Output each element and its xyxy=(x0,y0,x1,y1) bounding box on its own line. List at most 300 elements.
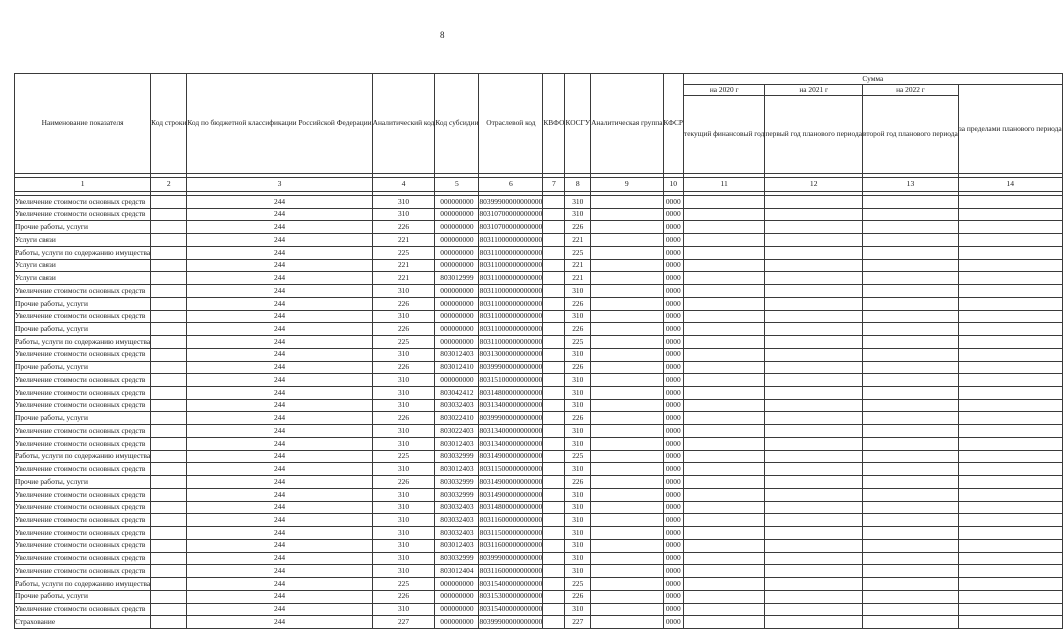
row-name: Прочие работы, услуги xyxy=(15,297,151,310)
row-kvfo xyxy=(543,297,565,310)
row-kvfo xyxy=(543,399,565,412)
row-kod-stroki xyxy=(151,361,187,374)
table-row xyxy=(15,552,1063,565)
row-kvfo xyxy=(543,208,565,221)
row-kosgu: 310 xyxy=(565,539,591,552)
table-row xyxy=(15,361,1063,374)
row-sum-beyond xyxy=(958,425,1062,438)
row-kvfo xyxy=(543,425,565,438)
row-otraslevoy-kod: 80315400000000000 xyxy=(479,578,543,591)
row-analit-kod: 310 xyxy=(372,552,435,565)
col-header-kvfo: КВФО xyxy=(543,74,565,174)
row-sum-beyond xyxy=(958,514,1062,527)
row-name: Работы, услуги по содержанию имущества xyxy=(15,246,151,259)
row-name: Работы, услуги по содержанию имущества xyxy=(15,336,151,349)
row-analit-kod: 310 xyxy=(372,425,435,438)
row-name: Увеличение стоимости основных средств xyxy=(15,348,151,361)
row-analit-kod: 310 xyxy=(372,603,435,616)
row-analit-kod: 226 xyxy=(372,221,435,234)
row-kod-subsidii: 803032403 xyxy=(435,527,479,540)
row-sum-2022 xyxy=(863,208,959,221)
row-kfsr: 0000 xyxy=(663,527,683,540)
row-sum-2022 xyxy=(863,450,959,463)
row-sum-2021 xyxy=(765,539,863,552)
row-sum-beyond xyxy=(958,336,1062,349)
row-name: Увеличение стоимости основных средств xyxy=(15,552,151,565)
row-sum-2022 xyxy=(863,196,959,209)
row-sum-2021 xyxy=(765,412,863,425)
row-kosgu: 221 xyxy=(565,234,591,247)
row-kfsr: 0000 xyxy=(663,514,683,527)
col-header-analit-kod: Аналитический код xyxy=(372,74,435,174)
row-analit-kod: 310 xyxy=(372,463,435,476)
row-kosgu: 310 xyxy=(565,425,591,438)
row-sum-2022 xyxy=(863,616,959,629)
table-row xyxy=(15,565,1063,578)
row-sum-beyond xyxy=(958,412,1062,425)
row-analit-kod: 310 xyxy=(372,208,435,221)
row-analit-gruppa xyxy=(591,285,663,298)
row-kod-bk: 244 xyxy=(187,539,372,552)
row-sum-2022 xyxy=(863,374,959,387)
table-row xyxy=(15,285,1063,298)
row-sum-2022 xyxy=(863,387,959,400)
row-kosgu: 226 xyxy=(565,361,591,374)
row-kfsr: 0000 xyxy=(663,437,683,450)
row-kvfo xyxy=(543,412,565,425)
row-sum-2021 xyxy=(765,425,863,438)
row-sum-2022 xyxy=(863,272,959,285)
col-header-name: Наименование показателя xyxy=(15,74,151,174)
row-kod-stroki xyxy=(151,310,187,323)
row-name: Увеличение стоимости основных средств xyxy=(15,488,151,501)
row-kfsr: 0000 xyxy=(663,208,683,221)
row-kod-subsidii: 803012403 xyxy=(435,437,479,450)
row-sum-2022 xyxy=(863,488,959,501)
row-sum-2022 xyxy=(863,323,959,336)
col-number: 1 xyxy=(15,178,151,192)
row-sum-2021 xyxy=(765,234,863,247)
row-kvfo xyxy=(543,603,565,616)
row-name: Увеличение стоимости основных средств xyxy=(15,539,151,552)
row-name: Увеличение стоимости основных средств xyxy=(15,463,151,476)
row-kod-stroki xyxy=(151,603,187,616)
row-kod-subsidii: 000000000 xyxy=(435,297,479,310)
row-name: Увеличение стоимости основных средств xyxy=(15,285,151,298)
row-kfsr: 0000 xyxy=(663,476,683,489)
row-sum-beyond xyxy=(958,221,1062,234)
row-kod-stroki xyxy=(151,285,187,298)
row-sum-2022 xyxy=(863,234,959,247)
table-row xyxy=(15,399,1063,412)
row-kosgu: 221 xyxy=(565,259,591,272)
row-kod-stroki xyxy=(151,259,187,272)
row-sum-2021 xyxy=(765,285,863,298)
row-kod-bk: 244 xyxy=(187,272,372,285)
row-kod-bk: 244 xyxy=(187,463,372,476)
row-sum-2022 xyxy=(863,336,959,349)
row-kosgu: 310 xyxy=(565,463,591,476)
row-kosgu: 310 xyxy=(565,374,591,387)
row-sum-2020 xyxy=(684,374,765,387)
row-sum-beyond xyxy=(958,501,1062,514)
row-kvfo xyxy=(543,488,565,501)
row-name: Увеличение стоимости основных средств xyxy=(15,196,151,209)
row-otraslevoy-kod: 80311000000000000 xyxy=(479,259,543,272)
row-analit-gruppa xyxy=(591,208,663,221)
row-kod-bk: 244 xyxy=(187,616,372,629)
col-header-kod-bk: Код по бюджетной классификации Российской Федерации xyxy=(187,74,372,174)
row-kvfo xyxy=(543,323,565,336)
row-kod-subsidii: 000000000 xyxy=(435,221,479,234)
row-kod-subsidii: 000000000 xyxy=(435,246,479,259)
row-sum-2021 xyxy=(765,514,863,527)
row-analit-kod: 221 xyxy=(372,272,435,285)
row-sum-beyond xyxy=(958,196,1062,209)
row-kod-bk: 244 xyxy=(187,399,372,412)
row-kosgu: 310 xyxy=(565,514,591,527)
row-analit-gruppa xyxy=(591,565,663,578)
row-sum-2020 xyxy=(684,399,765,412)
row-name: Прочие работы, услуги xyxy=(15,221,151,234)
row-kod-subsidii: 000000000 xyxy=(435,259,479,272)
row-kod-subsidii: 803012404 xyxy=(435,565,479,578)
row-kvfo xyxy=(543,450,565,463)
row-otraslevoy-kod: 80310700000000000 xyxy=(479,221,543,234)
row-sum-beyond xyxy=(958,539,1062,552)
row-name: Работы, услуги по содержанию имущества xyxy=(15,450,151,463)
row-analit-kod: 310 xyxy=(372,501,435,514)
col-number: 12 xyxy=(765,178,863,192)
row-kfsr: 0000 xyxy=(663,234,683,247)
row-analit-kod: 310 xyxy=(372,374,435,387)
row-sum-2021 xyxy=(765,361,863,374)
row-kod-stroki xyxy=(151,221,187,234)
table-row xyxy=(15,616,1063,629)
row-analit-gruppa xyxy=(591,501,663,514)
row-sum-beyond xyxy=(958,285,1062,298)
row-kod-subsidii: 803032403 xyxy=(435,501,479,514)
row-kod-subsidii: 000000000 xyxy=(435,285,479,298)
row-kfsr: 0000 xyxy=(663,196,683,209)
row-kfsr: 0000 xyxy=(663,323,683,336)
row-kosgu: 226 xyxy=(565,412,591,425)
row-analit-kod: 226 xyxy=(372,590,435,603)
table-body xyxy=(15,196,1063,629)
row-analit-kod: 226 xyxy=(372,476,435,489)
row-kosgu: 226 xyxy=(565,297,591,310)
row-sum-2022 xyxy=(863,437,959,450)
row-kosgu: 310 xyxy=(565,285,591,298)
row-sum-beyond xyxy=(958,208,1062,221)
row-analit-kod: 225 xyxy=(372,246,435,259)
row-kod-bk: 244 xyxy=(187,310,372,323)
row-kosgu: 225 xyxy=(565,450,591,463)
row-sum-beyond xyxy=(958,310,1062,323)
row-kod-bk: 244 xyxy=(187,425,372,438)
row-kfsr: 0000 xyxy=(663,399,683,412)
table-row xyxy=(15,463,1063,476)
row-sum-beyond xyxy=(958,488,1062,501)
row-analit-gruppa xyxy=(591,527,663,540)
row-kod-bk: 244 xyxy=(187,437,372,450)
row-analit-gruppa xyxy=(591,578,663,591)
row-kfsr: 0000 xyxy=(663,361,683,374)
row-kod-stroki xyxy=(151,514,187,527)
col-header-second-year: второй год планового периода xyxy=(863,96,959,174)
row-kod-bk: 244 xyxy=(187,603,372,616)
row-analit-gruppa xyxy=(591,488,663,501)
table-row xyxy=(15,196,1063,209)
row-sum-2020 xyxy=(684,387,765,400)
row-sum-2022 xyxy=(863,603,959,616)
row-sum-2021 xyxy=(765,272,863,285)
row-otraslevoy-kod: 80314900000000000 xyxy=(479,488,543,501)
row-sum-2020 xyxy=(684,336,765,349)
row-kfsr: 0000 xyxy=(663,450,683,463)
row-kfsr: 0000 xyxy=(663,374,683,387)
row-analit-gruppa xyxy=(591,412,663,425)
row-kosgu: 226 xyxy=(565,221,591,234)
row-analit-gruppa xyxy=(591,297,663,310)
row-analit-kod: 221 xyxy=(372,234,435,247)
row-otraslevoy-kod: 80314800000000000 xyxy=(479,501,543,514)
row-sum-2020 xyxy=(684,361,765,374)
row-kod-subsidii: 803032403 xyxy=(435,514,479,527)
row-kvfo xyxy=(543,310,565,323)
row-sum-beyond xyxy=(958,323,1062,336)
row-kod-subsidii: 000000000 xyxy=(435,603,479,616)
row-sum-2022 xyxy=(863,539,959,552)
row-analit-gruppa xyxy=(591,336,663,349)
row-analit-kod: 310 xyxy=(372,196,435,209)
row-sum-2020 xyxy=(684,565,765,578)
row-kod-bk: 244 xyxy=(187,501,372,514)
row-kosgu: 310 xyxy=(565,603,591,616)
row-otraslevoy-kod: 80311000000000000 xyxy=(479,310,543,323)
table-row xyxy=(15,272,1063,285)
col-number: 3 xyxy=(187,178,372,192)
row-kod-stroki xyxy=(151,578,187,591)
row-sum-2021 xyxy=(765,348,863,361)
row-kod-bk: 244 xyxy=(187,246,372,259)
row-kod-stroki xyxy=(151,412,187,425)
row-sum-beyond xyxy=(958,361,1062,374)
row-name: Прочие работы, услуги xyxy=(15,323,151,336)
row-name: Увеличение стоимости основных средств xyxy=(15,565,151,578)
row-analit-gruppa xyxy=(591,552,663,565)
row-analit-gruppa xyxy=(591,539,663,552)
row-otraslevoy-kod: 80311000000000000 xyxy=(479,246,543,259)
table-row xyxy=(15,578,1063,591)
row-kosgu: 310 xyxy=(565,437,591,450)
row-kfsr: 0000 xyxy=(663,387,683,400)
row-analit-gruppa xyxy=(591,246,663,259)
row-kvfo xyxy=(543,463,565,476)
row-kod-bk: 244 xyxy=(187,578,372,591)
row-kod-subsidii: 803022410 xyxy=(435,412,479,425)
row-sum-2020 xyxy=(684,514,765,527)
row-kfsr: 0000 xyxy=(663,425,683,438)
row-sum-2020 xyxy=(684,234,765,247)
row-kod-bk: 244 xyxy=(187,374,372,387)
row-kod-bk: 244 xyxy=(187,387,372,400)
row-sum-2021 xyxy=(765,208,863,221)
row-kfsr: 0000 xyxy=(663,565,683,578)
row-sum-2022 xyxy=(863,399,959,412)
row-name: Увеличение стоимости основных средств xyxy=(15,425,151,438)
row-sum-2021 xyxy=(765,527,863,540)
row-sum-2022 xyxy=(863,527,959,540)
row-sum-2020 xyxy=(684,425,765,438)
row-name: Прочие работы, услуги xyxy=(15,361,151,374)
row-otraslevoy-kod: 80313400000000000 xyxy=(479,425,543,438)
row-sum-2021 xyxy=(765,552,863,565)
row-otraslevoy-kod: 80311500000000000 xyxy=(479,527,543,540)
row-kvfo xyxy=(543,374,565,387)
row-kvfo xyxy=(543,285,565,298)
row-kod-stroki xyxy=(151,476,187,489)
col-number: 14 xyxy=(958,178,1062,192)
row-kod-subsidii: 000000000 xyxy=(435,208,479,221)
row-kosgu: 310 xyxy=(565,387,591,400)
row-kod-subsidii: 803012999 xyxy=(435,272,479,285)
row-sum-2022 xyxy=(863,259,959,272)
row-sum-2021 xyxy=(765,323,863,336)
row-kod-stroki xyxy=(151,297,187,310)
row-name: Увеличение стоимости основных средств xyxy=(15,514,151,527)
table-row xyxy=(15,437,1063,450)
row-sum-2020 xyxy=(684,616,765,629)
row-kvfo xyxy=(543,336,565,349)
row-sum-2020 xyxy=(684,590,765,603)
row-analit-kod: 310 xyxy=(372,387,435,400)
row-analit-gruppa xyxy=(591,234,663,247)
row-analit-gruppa xyxy=(591,590,663,603)
row-kod-subsidii: 803012403 xyxy=(435,348,479,361)
row-sum-2022 xyxy=(863,348,959,361)
row-analit-kod: 226 xyxy=(372,297,435,310)
row-sum-2021 xyxy=(765,310,863,323)
row-analit-gruppa xyxy=(591,603,663,616)
row-kvfo xyxy=(543,259,565,272)
row-otraslevoy-kod: 80399900000000000 xyxy=(479,196,543,209)
row-kod-stroki xyxy=(151,488,187,501)
row-kod-bk: 244 xyxy=(187,488,372,501)
row-kod-subsidii: 000000000 xyxy=(435,196,479,209)
row-kosgu: 227 xyxy=(565,616,591,629)
col-number: 11 xyxy=(684,178,765,192)
row-kfsr: 0000 xyxy=(663,603,683,616)
row-kod-stroki xyxy=(151,348,187,361)
row-kod-stroki xyxy=(151,374,187,387)
row-sum-2021 xyxy=(765,399,863,412)
col-number: 7 xyxy=(543,178,565,192)
row-kosgu: 310 xyxy=(565,348,591,361)
row-kfsr: 0000 xyxy=(663,552,683,565)
row-name: Увеличение стоимости основных средств xyxy=(15,437,151,450)
col-header-first-year: первый год планового периода xyxy=(765,96,863,174)
row-kfsr: 0000 xyxy=(663,336,683,349)
col-header-kod-stroki: Код строки xyxy=(151,74,187,174)
row-sum-2020 xyxy=(684,488,765,501)
row-analit-kod: 225 xyxy=(372,336,435,349)
row-sum-2020 xyxy=(684,552,765,565)
row-sum-beyond xyxy=(958,387,1062,400)
row-kosgu: 310 xyxy=(565,527,591,540)
row-kod-bk: 244 xyxy=(187,336,372,349)
row-otraslevoy-kod: 80311000000000000 xyxy=(479,336,543,349)
table-row xyxy=(15,323,1063,336)
row-kod-stroki xyxy=(151,399,187,412)
row-kod-subsidii: 000000000 xyxy=(435,310,479,323)
table-row xyxy=(15,425,1063,438)
row-kvfo xyxy=(543,578,565,591)
row-kod-subsidii: 803032999 xyxy=(435,476,479,489)
table-row xyxy=(15,476,1063,489)
row-kod-stroki xyxy=(151,463,187,476)
row-kod-subsidii: 803012410 xyxy=(435,361,479,374)
row-kvfo xyxy=(543,527,565,540)
row-kosgu: 226 xyxy=(565,476,591,489)
row-sum-beyond xyxy=(958,463,1062,476)
row-analit-gruppa xyxy=(591,259,663,272)
row-sum-2021 xyxy=(765,374,863,387)
row-kod-stroki xyxy=(151,616,187,629)
table-row xyxy=(15,488,1063,501)
row-sum-2020 xyxy=(684,476,765,489)
row-kod-bk: 244 xyxy=(187,348,372,361)
row-kvfo xyxy=(543,437,565,450)
table-row xyxy=(15,234,1063,247)
row-sum-2021 xyxy=(765,565,863,578)
row-sum-2020 xyxy=(684,348,765,361)
row-kfsr: 0000 xyxy=(663,488,683,501)
row-kod-subsidii: 000000000 xyxy=(435,374,479,387)
table-row xyxy=(15,450,1063,463)
row-sum-beyond xyxy=(958,476,1062,489)
row-sum-2022 xyxy=(863,514,959,527)
row-sum-beyond xyxy=(958,450,1062,463)
row-name: Страхование xyxy=(15,616,151,629)
row-kvfo xyxy=(543,272,565,285)
row-analit-kod: 310 xyxy=(372,310,435,323)
table-row xyxy=(15,348,1063,361)
row-otraslevoy-kod: 80311600000000000 xyxy=(479,514,543,527)
row-sum-2021 xyxy=(765,590,863,603)
row-analit-kod: 310 xyxy=(372,488,435,501)
row-kfsr: 0000 xyxy=(663,221,683,234)
row-kosgu: 310 xyxy=(565,501,591,514)
row-kod-stroki xyxy=(151,527,187,540)
row-sum-2022 xyxy=(863,246,959,259)
row-name: Увеличение стоимости основных средств xyxy=(15,603,151,616)
row-kod-subsidii: 803032999 xyxy=(435,450,479,463)
col-header-year-2020: на 2020 г xyxy=(684,85,765,96)
row-sum-2021 xyxy=(765,616,863,629)
row-analit-kod: 310 xyxy=(372,527,435,540)
row-analit-gruppa xyxy=(591,196,663,209)
row-kvfo xyxy=(543,590,565,603)
row-kosgu: 225 xyxy=(565,336,591,349)
row-sum-2022 xyxy=(863,463,959,476)
row-kod-bk: 244 xyxy=(187,259,372,272)
row-kod-subsidii: 000000000 xyxy=(435,323,479,336)
table-row xyxy=(15,259,1063,272)
row-sum-2022 xyxy=(863,297,959,310)
row-sum-beyond xyxy=(958,552,1062,565)
row-sum-2022 xyxy=(863,552,959,565)
